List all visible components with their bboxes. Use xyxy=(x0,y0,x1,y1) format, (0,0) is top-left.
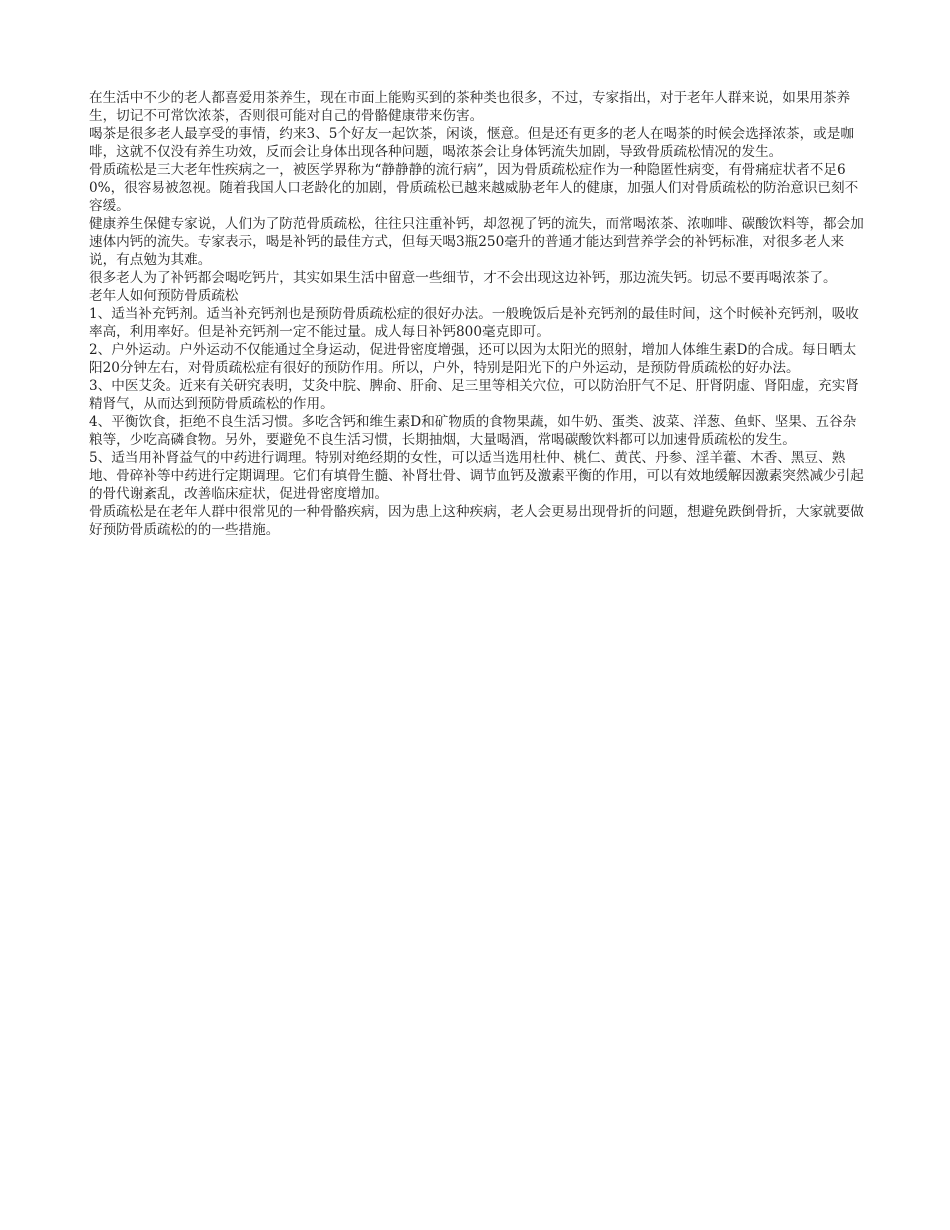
intro-paragraph-4: 健康养生保健专家说，人们为了防范骨质疏松，往往只注重补钙，却忽视了钙的流失，而常喝浓茶、浓咖啡、碳酸饮料等，都会加速体内钙的流失。专家表示，喝是补钙的最佳方式，但每天喝3瓶250毫升的普通才能达到营养学会的补钙标准，对很多老人来说，有点勉为其难。 xyxy=(89,216,864,268)
intro-paragraph-1: 在生活中不少的老人都喜爱用茶养生，现在市面上能购买到的茶种类也很多，不过，专家指出，对于老年人群来说，如果用茶养生，切记不可常饮浓茶，否则很可能对自己的骨骼健康带来伤害。 xyxy=(89,90,851,124)
intro-paragraph-3: 骨质疏松是三大老年性疾病之一，被医学界称为“静静静的流行病”，因为骨质疏松症作为一种隐匿性病变，有骨痛症状者不足60%，很容易被忽视。随着我国人口老龄化的加剧，骨质疏松已越来越威胁老年人的健康，加强人们对骨质疏松的防治意识已刻不容缓。 xyxy=(89,162,859,214)
intro-paragraph-5: 很多老人为了补钙都会喝吃钙片，其实如果生活中留意一些细节，才不会出现这边补钙，那边流失钙。切忌不要再喝浓茶了。 xyxy=(89,270,837,286)
list-item: 4、平衡饮食，拒绝不良生活习惯。多吃含钙和维生素D和矿物质的食物果蔬，如牛奶、蛋类、波菜、洋葱、鱼虾、坚果、五谷杂粮等，少吃高磷食物。另外，要避免不良生活习惯，长期抽烟，大量喝酒，常喝碳酸饮料都可以加速骨质疏松的发生。 xyxy=(89,414,857,448)
intro-paragraph-2: 喝茶是很多老人最享受的事情，约来3、5个好友一起饮茶，闲谈，惬意。但是还有更多的老人在喝茶的时候会选择浓茶，或是咖啡，这就不仅没有养生功效，反而会让身体出现各种问题，喝浓茶会让身体钙流失加剧，导致骨质疏松情况的发生。 xyxy=(89,126,854,160)
list-item: 1、适当补充钙剂。适当补充钙剂也是预防骨质疏松症的很好办法。一般晚饭后是补充钙剂的最佳时间，这个时候补充钙剂，吸收率高，利用率好。但是补充钙剂一定不能过量。成人每日补钙800毫克即可。 xyxy=(89,306,859,340)
list-item: 2、户外运动。户外运动不仅能通过全身运动，促进骨密度增强，还可以因为太阳光的照射，增加人体维生素D的合成。每日晒太阳20分钟左右，对骨质疏松症有很好的预防作用。所以，户外，特别是阳光下的户外运动，是预防骨质疏松的好办法。 xyxy=(89,342,857,376)
document-body xyxy=(89,89,867,539)
closing-paragraph: 骨质疏松是在老年人群中很常见的一种骨骼疾病，因为患上这种疾病，老人会更易出现骨折的问题，想避免跌倒骨折，大家就要做好预防骨质疏松的的一些措施。 xyxy=(89,504,864,538)
section-title: 老年人如何预防骨质疏松 xyxy=(89,288,239,304)
list-item: 5、适当用补肾益气的中药进行调理。特别对绝经期的女性，可以适当选用杜仲、桃仁、黄芪、丹参、淫羊藿、木香、黑豆、熟地、骨碎补等中药进行定期调理。它们有填骨生髓、补肾壮骨、调节血钙及激素平衡的作用，可以有效地缓解因激素突然减少引起的骨代谢紊乱，改善临床症状，促进骨密度增加。 xyxy=(89,450,864,502)
list-item: 3、中医艾灸。近来有关研究表明，艾灸中脘、脾俞、肝俞、足三里等相关穴位，可以防治肝气不足、肝肾阴虚、肾阳虚，充实肾精肾气，从而达到预防骨质疏松的作用。 xyxy=(89,378,859,412)
